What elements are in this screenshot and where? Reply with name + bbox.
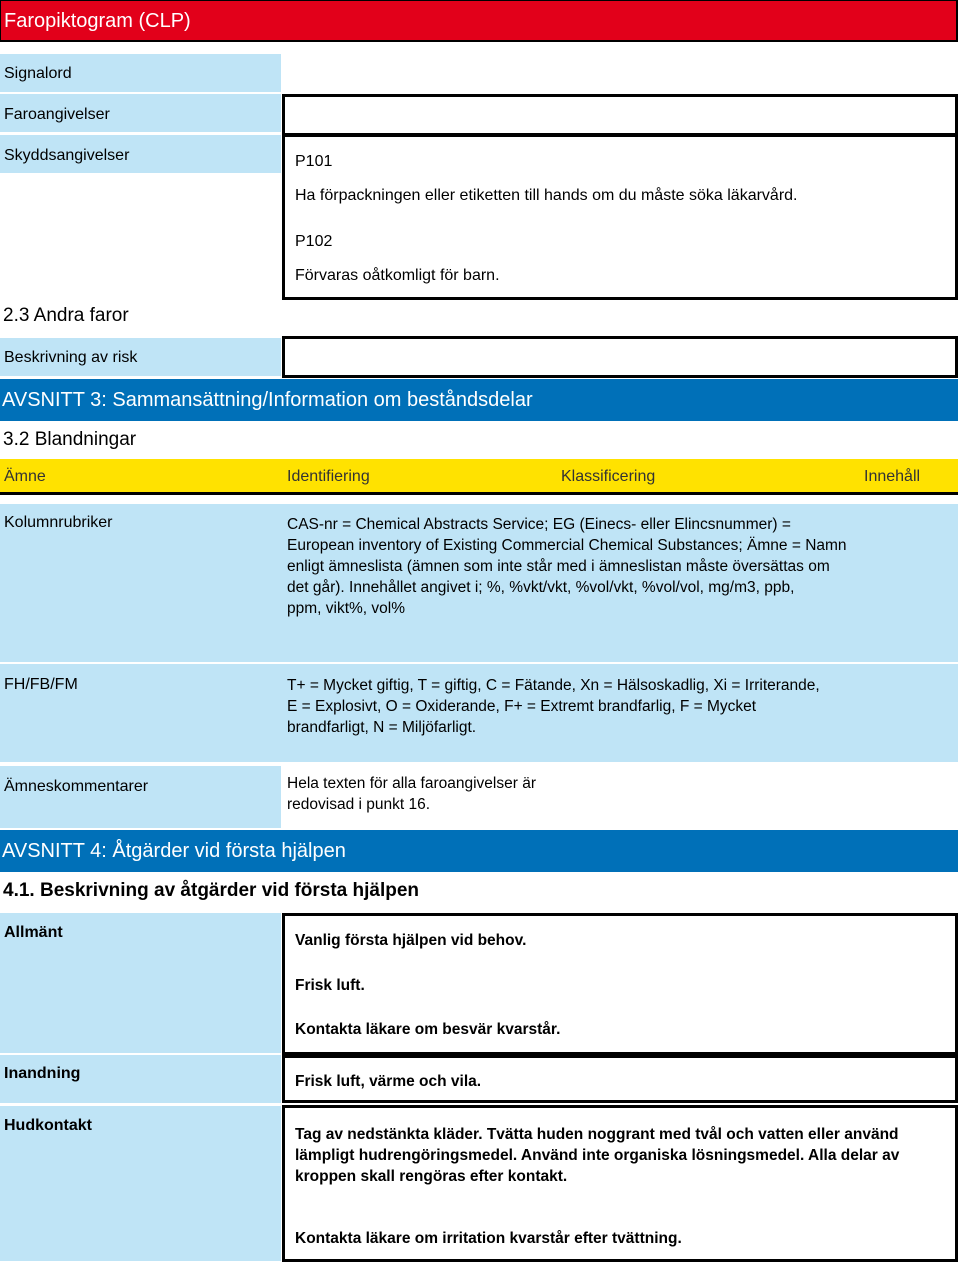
faroangivelser-cell (0, 94, 281, 132)
inandning-box (282, 1055, 958, 1103)
beskrivning-risk-label: Beskrivning av risk (4, 349, 138, 366)
kolumnrubriker-label: Kolumnrubriker (4, 514, 113, 531)
fhfbfm-row (0, 664, 958, 762)
allmant-line-1: Vanlig första hjälpen vid behov. (295, 932, 527, 949)
avsnitt4-banner (0, 830, 958, 872)
p102-text: Förvaras oåtkomligt för barn. (295, 267, 500, 284)
header-identifiering: Identifiering (287, 468, 370, 485)
inandning-cell (0, 1055, 281, 1103)
skyddsangivelser-cell (0, 135, 281, 173)
p102-code: P102 (295, 233, 333, 250)
hudkontakt-label: Hudkontakt (4, 1117, 92, 1134)
allmant-cell (0, 913, 281, 1053)
skyddsangivelser-label: Skyddsangivelser (4, 147, 130, 164)
fhfbfm-text: T+ = Mycket giftig, T = giftig, C = Fätande, Xn = Hälsoskadlig, Xi = Irriterande, E = Explosivt, O = Oxiderande, F+ = Extremt brandfarlig, F = Mycket brandfarligt, N = Miljöfarligt. (287, 677, 820, 736)
p101-text: Ha förpackningen eller etiketten till hands om du måste söka läkarvård. (295, 187, 798, 204)
header-innehall: Innehåll (864, 468, 921, 485)
header-klassificering: Klassificering (561, 468, 656, 485)
blandningar-heading: 3.2 Blandningar (3, 429, 137, 450)
fhfbfm-label: FH/FB/FM (4, 676, 78, 693)
signalord-label: Signalord (4, 65, 72, 82)
allmant-label: Allmänt (4, 924, 63, 941)
beskrivning-atgarder-heading: 4.1. Beskrivning av åtgärder vid första hjälpen (3, 880, 420, 901)
table-header-row (0, 459, 958, 495)
faroangivelser-label: Faroangivelser (4, 106, 110, 123)
hudkontakt-cell (0, 1106, 281, 1261)
beskrivning-risk-box (282, 336, 958, 378)
faroangivelser-box (282, 94, 958, 136)
amneskommentarer-label: Ämneskommentarer (4, 778, 149, 795)
allmant-line-3: Kontakta läkare om besvär kvarstår. (295, 1021, 561, 1038)
inandning-label: Inandning (4, 1065, 81, 1082)
allmant-box (282, 913, 958, 1055)
andra-faror-heading: 2.3 Andra faror (3, 305, 129, 326)
amneskommentarer-cell (0, 766, 281, 828)
kolumnrubriker-row (0, 504, 958, 662)
hudkontakt-text: Tag av nedstänkta kläder. Tvätta huden noggrant med tvål och vatten eller använd lämpligt hudrengöringsmedel. Använd inte organiska lösningsmedel. Alla delar av kroppen skall rengöras efter kontakt. (295, 1126, 900, 1185)
header-amne: Ämne (4, 468, 46, 485)
kolumnrubriker-text: CAS-nr = Chemical Abstracts Service; EG (Einecs- eller Elincsnummer) = European inventory of Existing Commercial Chemical Substances; Ämne = Namn enligt ämneslista (ämnen som inte står med i ämneslistan måste översättas om det går). Innehållet angivet i; %, %vkt/vkt, %vol/vkt, %vol/vol, mg/m3, ppb, ppm, vikt%, vol% (287, 516, 847, 617)
amneskommentarer-text: Hela texten för alla faroangivelser är redovisad i punkt 16. (287, 775, 536, 813)
allmant-line-2: Frisk luft. (295, 977, 365, 994)
pictogram-title: Faropiktogram (CLP) (4, 10, 191, 32)
beskrivning-risk-cell (0, 338, 281, 376)
signalord-cell (0, 54, 281, 92)
hudkontakt-text-2: Kontakta läkare om irritation kvarstår efter tvättning. (295, 1230, 682, 1247)
skyddsangivelser-box (282, 134, 958, 300)
avsnitt3-title: AVSNITT 3: Sammansättning/Information om beståndsdelar (2, 389, 533, 411)
pictogram-header (0, 0, 958, 42)
inandning-text: Frisk luft, värme och vila. (295, 1073, 482, 1090)
avsnitt3-banner (0, 379, 958, 421)
p101-code: P101 (295, 153, 333, 170)
hudkontakt-box (282, 1105, 958, 1262)
avsnitt4-title: AVSNITT 4: Åtgärder vid första hjälpen (2, 840, 346, 862)
